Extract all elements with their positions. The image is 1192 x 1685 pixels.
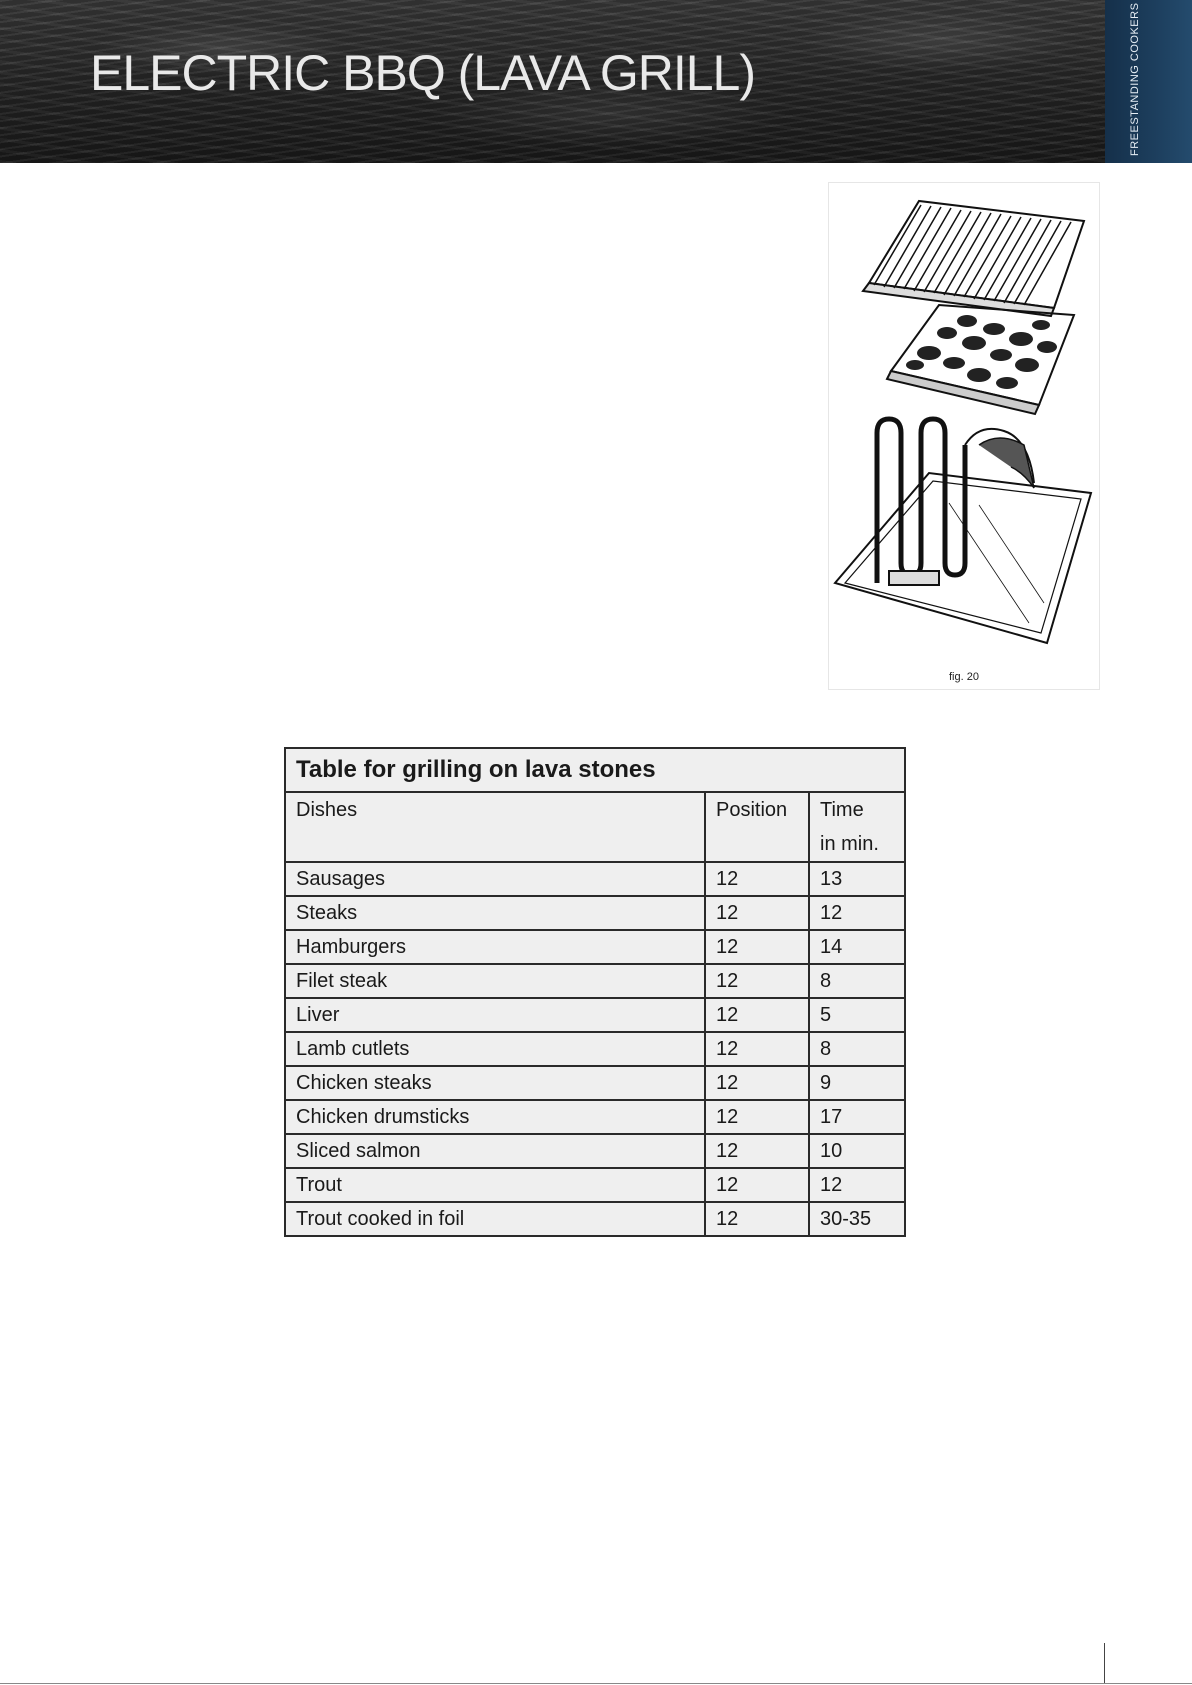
- time-cell: 12: [809, 1168, 905, 1202]
- header-dishes: Dishes: [285, 792, 705, 862]
- time-cell: 5: [809, 998, 905, 1032]
- table-row: [285, 1134, 905, 1168]
- dish-cell: Chicken drumsticks: [285, 1100, 705, 1134]
- section-tab-label: [1129, 6, 1130, 156]
- dish-cell: Trout cooked in foil: [285, 1202, 705, 1236]
- lava-grill-illustration: [828, 182, 1100, 690]
- position-cell: 12: [705, 1066, 809, 1100]
- time-cell: 8: [809, 1032, 905, 1066]
- dish-cell: Liver: [285, 998, 705, 1032]
- table-row: [285, 1066, 905, 1100]
- table-row: [285, 1168, 905, 1202]
- dish-cell: Lamb cutlets: [285, 1032, 705, 1066]
- page-title: ELECTRIC BBQ (LAVA GRILL): [90, 45, 756, 101]
- element-bracket: [889, 571, 939, 585]
- lava-stones: [906, 315, 1057, 389]
- position-cell: 12: [705, 1168, 809, 1202]
- dish-cell: Trout: [285, 1168, 705, 1202]
- time-cell: 14: [809, 930, 905, 964]
- dish-cell: Steaks: [285, 896, 705, 930]
- table-row: [285, 1202, 905, 1236]
- dish-cell: Sliced salmon: [285, 1134, 705, 1168]
- time-cell: 13: [809, 862, 905, 896]
- time-cell: 12: [809, 896, 905, 930]
- grilling-table: [284, 747, 906, 1237]
- position-cell: 12: [705, 1032, 809, 1066]
- table-row: [285, 896, 905, 930]
- table-row: [285, 1100, 905, 1134]
- time-cell: 30-35: [809, 1202, 905, 1236]
- table-row: [285, 930, 905, 964]
- dish-cell: Chicken steaks: [285, 1066, 705, 1100]
- position-cell: 12: [705, 1100, 809, 1134]
- lava-grill-diagram: [829, 183, 1099, 663]
- position-cell: 12: [705, 930, 809, 964]
- table-row: [285, 1032, 905, 1066]
- time-cell: 9: [809, 1066, 905, 1100]
- dish-cell: Sausages: [285, 862, 705, 896]
- position-cell: 12: [705, 998, 809, 1032]
- table-header-row: [285, 792, 905, 862]
- position-cell: 12: [705, 964, 809, 998]
- header-position: Position: [705, 792, 809, 862]
- position-cell: 12: [705, 1134, 809, 1168]
- table-title: Table for grilling on lava stones: [285, 748, 905, 792]
- header-time-line2: in min.: [820, 833, 879, 855]
- position-cell: 12: [705, 862, 809, 896]
- dish-cell: Hamburgers: [285, 930, 705, 964]
- time-cell: 10: [809, 1134, 905, 1168]
- section-tab: [1105, 0, 1192, 163]
- time-cell: 17: [809, 1100, 905, 1134]
- position-cell: 12: [705, 896, 809, 930]
- header-time-line1: Time: [820, 799, 864, 821]
- figure-caption: fig. 20: [949, 671, 979, 683]
- heating-element: [877, 419, 965, 583]
- table-row: [285, 964, 905, 998]
- table-row: [285, 862, 905, 896]
- dish-cell: Filet steak: [285, 964, 705, 998]
- footer-divider: [1104, 1643, 1105, 1683]
- table-row: [285, 998, 905, 1032]
- header-time: [809, 792, 905, 862]
- footer-rule: [0, 1683, 1192, 1684]
- time-cell: 8: [809, 964, 905, 998]
- position-cell: 12: [705, 1202, 809, 1236]
- header-banner: [0, 0, 1105, 163]
